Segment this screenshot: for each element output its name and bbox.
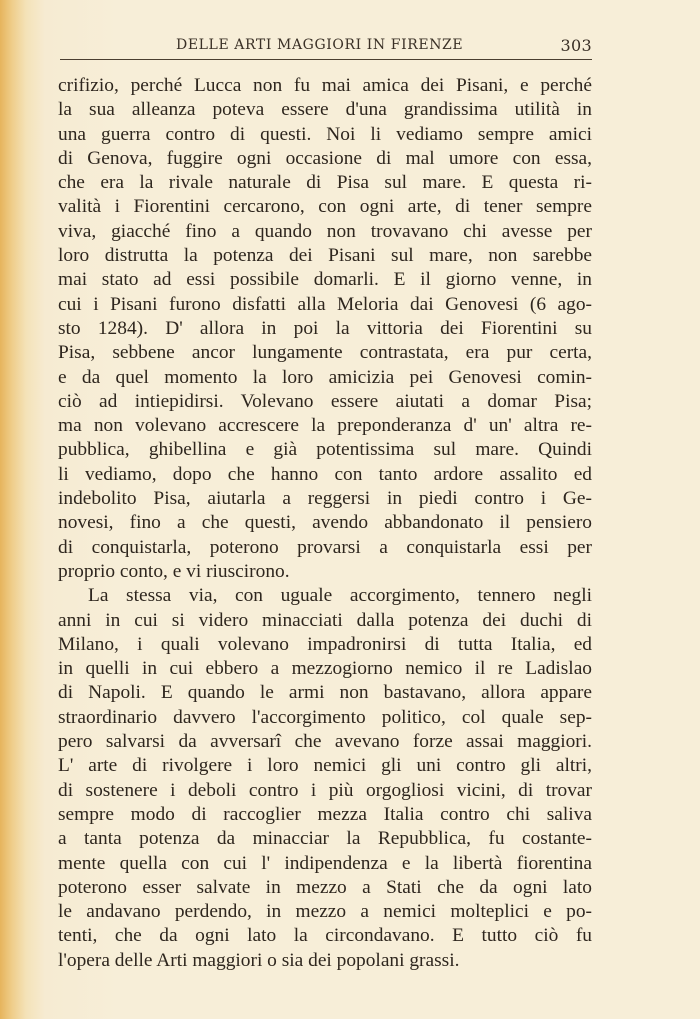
text-line: mente quella con cui l' indipendenza e la libertà fiorentina: [58, 852, 592, 874]
text-line: anni in cui si videro minacciati dalla potenza dei duchi di: [58, 609, 592, 631]
text-line: La stessa via, con uguale accorgimento, tennero negli: [88, 585, 592, 607]
text-line: ma non volevano accrescere la preponderanza d' un' altra re-: [58, 415, 592, 437]
paragraph-2: [58, 584, 592, 973]
page-header: [60, 36, 592, 56]
text-line: proprio conto, e vi riuscirono.: [58, 560, 290, 582]
text-line: viva, giacché fino a quando non trovavano chi avesse per: [58, 220, 592, 242]
text-line: ciò ad intiepidirsi. Volevano essere aiutati a domar Pisa;: [58, 390, 592, 412]
running-title: DELLE ARTI MAGGIORI IN FIRENZE: [176, 37, 464, 53]
text-line: novesi, fino a che questi, avendo abbandonato il pensiero: [58, 512, 592, 534]
text-line: l'opera delle Arti maggiori o sia dei popolani grassi.: [58, 949, 460, 971]
text-line: valità i Fiorentini cercarono, con ogni arte, di tener sempre: [58, 196, 592, 218]
text-line: le andavano perdendo, in mezzo a nemici molteplici e po-: [58, 901, 592, 923]
text-line: mai stato ad essi possibile domarli. E il giorno venne, in: [58, 269, 592, 291]
text-line: loro distrutta la potenza dei Pisani sul mare, non sarebbe: [58, 245, 592, 267]
text-line: straordinario davvero l'accorgimento politico, col quale sep-: [58, 706, 592, 728]
text-line: L' arte di rivolgere i loro nemici gli uni contro gli altri,: [58, 755, 592, 777]
text-line: di Genova, fuggire ogni occasione di mal umore con essa,: [58, 147, 592, 169]
text-line: in quelli in cui ebbero a mezzogiorno nemico il re Ladislao: [58, 658, 592, 680]
text-line: pubblica, ghibellina e già potentissima sul mare. Quindi: [58, 439, 592, 461]
text-line: indebolito Pisa, aiutarla a reggersi in piedi contro i Ge-: [58, 488, 592, 510]
page-number: 303: [560, 36, 592, 55]
text-line: li vediamo, dopo che hanno con tanto ardore assalito ed: [58, 463, 592, 485]
text-line: a tanta potenza da minacciar la Repubblica, fu costante-: [58, 828, 592, 850]
text-line: sempre modo di raccoglier mezza Italia contro chi saliva: [58, 803, 592, 825]
text-line: che era la rivale naturale di Pisa sul mare. E questa ri-: [58, 172, 592, 194]
text-line: Milano, i quali volevano impadronirsi di tutta Italia, ed: [58, 633, 592, 655]
text-line: cui i Pisani furono disfatti alla Meloria dai Genovesi (6 ago-: [58, 293, 592, 315]
text-line: tenti, che da ogni lato la circondavano. E tutto ciò fu: [58, 925, 592, 947]
text-line: la sua alleanza poteva essere d'una grandissima utilità in: [58, 99, 592, 121]
text-line: sto 1284). D' allora in poi la vittoria dei Fiorentini su: [58, 317, 592, 339]
text-line: crifizio, perché Lucca non fu mai amica dei Pisani, e perché: [58, 75, 592, 96]
paragraph-1: [58, 74, 592, 584]
header-rule: [60, 59, 592, 60]
text-line: di conquistarla, poterono provarsi a conquistarla essi per: [58, 536, 592, 558]
text-line: poterono esser salvate in mezzo a Stati che da ogni lato: [58, 876, 592, 898]
text-line: di sostenere i deboli contro i più orgogliosi vicini, di trovar: [58, 779, 592, 801]
text-line: e da quel momento la loro amicizia pei Genovesi comin-: [58, 366, 592, 388]
text-line: pero salvarsi da avversarî che avevano forze assai maggiori.: [58, 731, 592, 753]
text-line: una guerra contro di questi. Noi li vediamo sempre amici: [58, 123, 592, 145]
text-line: di Napoli. E quando le armi non bastavano, allora appare: [58, 682, 592, 704]
body-text: [58, 74, 592, 973]
text-line: Pisa, sebbene ancor lungamente contrastata, era pur certa,: [58, 342, 592, 364]
